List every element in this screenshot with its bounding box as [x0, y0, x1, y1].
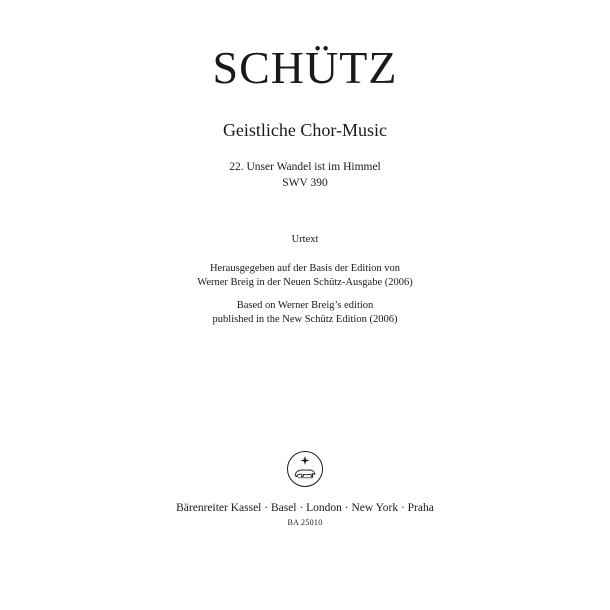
order-number: BA 25010: [287, 518, 323, 527]
editor-note-german: [0, 262, 610, 290]
publisher-line: Bärenreiter Kassel · Basel · London · New York · Praha: [176, 502, 434, 514]
editor-note-german-line: Werner Breig in der Neuen Schütz-Ausgabe (2006): [197, 277, 413, 288]
piece-subtitle: 22. Unser Wandel ist im Himmel: [229, 161, 381, 173]
urtext-label: Urtext: [291, 234, 319, 245]
editor-note-german-line: Herausgegeben auf der Basis der Edition von: [209, 263, 401, 274]
catalog-number: SWV 390: [282, 177, 328, 189]
work-title: Geistliche Chor-Music: [222, 120, 388, 140]
editor-note-english-line: published in the New Schütz Edition (2006): [212, 314, 398, 325]
baerenreiter-bear-logo-icon: [286, 450, 324, 488]
editor-note-english-line: Based on Werner Breig’s edition: [236, 300, 374, 311]
editor-note-english: [0, 299, 610, 327]
composer-name: SCHÜTZ: [212, 42, 398, 93]
